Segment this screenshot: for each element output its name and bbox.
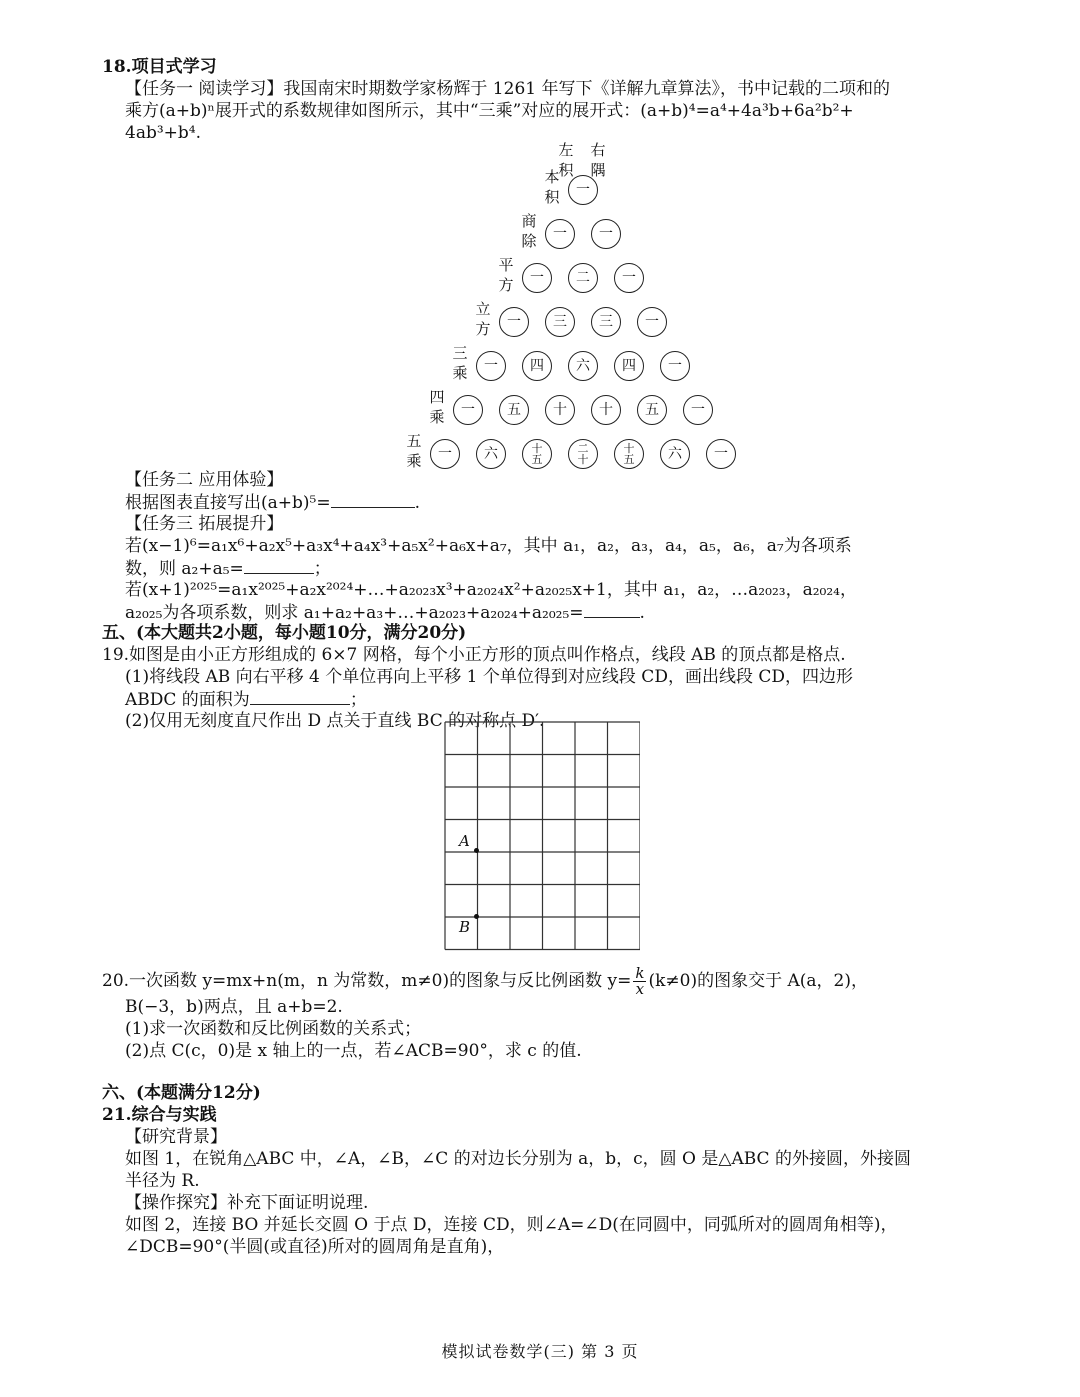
point-a (474, 848, 479, 853)
q18-task3-line2: 数，则 a₂+a₅= ； (125, 559, 331, 579)
yang-hui-triangle (0, 0, 1080, 470)
triangle-cell: 一 (591, 219, 621, 249)
q21-operation-label: 【操作探究】 (125, 1193, 227, 1213)
q18-task3-line4: a₂₀₂₅为各项系数，则求 a₁+a₂+a₃+…+a₂₀₂₃+a₂₀₂₄+a₂₀₂₅= . (125, 603, 645, 623)
q18-task2-text: 根据图表直接写出(a+b)⁵= . (125, 493, 420, 513)
section-6-title: 六、(本题满分12分) (102, 1083, 261, 1103)
triangle-cell: 二 十 (568, 439, 598, 469)
triangle-cell: 一 (683, 395, 713, 425)
answer-blank[interactable] (244, 557, 314, 574)
triangle-cell: 十 (591, 395, 621, 425)
q18-task1-line1: 【任务一 阅读学习】我国南宋时期数学家杨辉于 1261 年写下《详解九章算法》，书中记载的二项和的 (125, 79, 890, 99)
q19-line3: ABDC 的面积为 ； (125, 690, 367, 710)
q19-line4: (2)仅用无刻度直尺作出 D 点关于直线 BC 的对称点 D′. (125, 711, 545, 731)
label-b: B (459, 918, 471, 936)
label-a: A (459, 832, 470, 850)
grid-figure (444, 721, 640, 957)
triangle-cell: 六 (476, 439, 506, 469)
q21-background-title: 【研究背景】 (125, 1127, 227, 1147)
triangle-cell: 一 (568, 175, 598, 205)
q18-heading: 18.项目式学习 (102, 57, 217, 77)
q20-line1 (102, 966, 868, 997)
q21-operation-title (125, 1192, 368, 1214)
q20-line2: B(−3，b)两点，且 a+b=2. (125, 997, 343, 1017)
q21-operation-line1: 如图 2，连接 BO 并延长交圆 O 于点 D，连接 CD，则∠A=∠D(在同圆中，同弧所对的圆周角相等)， (125, 1215, 898, 1235)
triangle-cell: 一 (476, 351, 506, 381)
q21-operation-instruction: 补充下面证明说理. (227, 1193, 369, 1213)
triangle-row-label: 本 积 (544, 168, 560, 206)
fraction-denominator: x (635, 980, 645, 998)
triangle-cell: 一 (430, 439, 460, 469)
point-b (474, 914, 479, 919)
triangle-label-left-ji: 左 积 (558, 141, 574, 179)
q18-task2-prompt: 根据图表直接写出(a+b)⁵= (125, 493, 331, 513)
answer-blank[interactable] (331, 491, 415, 508)
triangle-row-label: 三 乘 (452, 344, 468, 382)
triangle-cell: 四 (522, 351, 552, 381)
q20-text-part2: (k≠0)的图象交于 A(a，2)， (648, 971, 868, 991)
q18-task3-line1: 若(x−1)⁶=a₁x⁶+a₂x⁵+a₃x⁴+a₄x³+a₅x²+a₆x+a₇，其中 a₁，a₂，a₃，a₄，a₅，a₆，a₇为各项系 (125, 536, 852, 556)
q18-task3-prompt-2: a₂₀₂₅为各项系数，则求 a₁+a₂+a₃+…+a₂₀₂₃+a₂₀₂₄+a₂₀₂₅= (125, 603, 584, 623)
q18-task1-line2: 乘方(a+b)ⁿ展开式的系数规律如图所示，其中“三乘”对应的展开式：(a+b)⁴=a⁴+4a³b+6a²b²+ (125, 101, 854, 121)
triangle-cell: 十 五 (614, 439, 644, 469)
triangle-cell: 一 (614, 263, 644, 293)
triangle-cell: 三 (591, 307, 621, 337)
triangle-cell: 五 (637, 395, 667, 425)
triangle-cell: 十 五 (522, 439, 552, 469)
q19-prompt: ABDC 的面积为 (125, 690, 250, 710)
q18-task2-title: 【任务二 应用体验】 (125, 470, 284, 490)
q18-task3-line3: 若(x+1)²⁰²⁵=a₁x²⁰²⁵+a₂x²⁰²⁴+…+a₂₀₂₃x³+a₂₀₂₄x²+a₂₀₂₅x+1，其中 a₁，a₂，…a₂₀₂₃，a₂₀₂₄， (125, 580, 857, 600)
triangle-cell: 四 (614, 351, 644, 381)
triangle-cell: 二 (568, 263, 598, 293)
q21-background-line1: 如图 1，在锐角△ABC 中，∠A，∠B，∠C 的对边长分别为 a，b，c，圆 O 是△ABC 的外接圆，外接圆 (125, 1149, 911, 1169)
q20-fraction (633, 966, 646, 997)
q20-line4: (2)点 C(c，0)是 x 轴上的一点，若∠ACB=90°，求 c 的值. (125, 1041, 582, 1061)
triangle-cell: 一 (706, 439, 736, 469)
q18-task3-prompt: 数，则 a₂+a₅= (125, 559, 244, 579)
triangle-row-label: 五 乘 (406, 432, 422, 470)
answer-blank[interactable] (584, 601, 640, 618)
triangle-cell: 一 (637, 307, 667, 337)
answer-blank[interactable] (250, 688, 350, 705)
triangle-cell: 一 (453, 395, 483, 425)
q21-heading: 21.综合与实践 (102, 1105, 217, 1125)
q19-line2: (1)将线段 AB 向右平移 4 个单位再向上平移 1 个单位得到对应线段 CD，画出线段 CD，四边形 (125, 667, 853, 687)
triangle-row-label: 四 乘 (429, 388, 445, 426)
fraction-numerator: k (635, 964, 645, 982)
triangle-cell: 一 (499, 307, 529, 337)
triangle-cell: 三 (545, 307, 575, 337)
q20-text-part1: 20.一次函数 y=mx+n(m，n 为常数，m≠0)的图象与反比例函数 y= (102, 971, 632, 991)
triangle-row-label: 立 方 (475, 300, 491, 338)
q18-task3-title: 【任务三 拓展提升】 (125, 514, 284, 534)
triangle-cell: 六 (568, 351, 598, 381)
triangle-cell: 一 (660, 351, 690, 381)
triangle-cell: 十 (545, 395, 575, 425)
triangle-row-label: 平 方 (498, 256, 514, 294)
grid-6x7 (444, 721, 640, 953)
q19-line1: 19.如图是由小正方形组成的 6×7 网格，每个小正方形的顶点叫作格点，线段 AB 的顶点都是格点. (102, 645, 846, 665)
q18-task1-line3: 4ab³+b⁴. (125, 123, 201, 143)
page-footer: 模拟试卷数学(三) 第 3 页 (441, 1342, 639, 1361)
q21-background-line2: 半径为 R. (125, 1171, 200, 1191)
q21-operation-line2: ∠DCB=90°(半圆(或直径)所对的圆周角是直角)， (125, 1237, 505, 1257)
triangle-label-right-yu: 右 隅 (590, 141, 606, 179)
triangle-row-label: 商 除 (521, 212, 537, 250)
section-5-title: 五、(本大题共2小题，每小题10分，满分20分) (102, 623, 467, 643)
q20-line3: (1)求一次函数和反比例函数的关系式； (125, 1019, 422, 1039)
triangle-cell: 一 (545, 219, 575, 249)
triangle-cell: 一 (522, 263, 552, 293)
triangle-cell: 六 (660, 439, 690, 469)
triangle-cell: 五 (499, 395, 529, 425)
